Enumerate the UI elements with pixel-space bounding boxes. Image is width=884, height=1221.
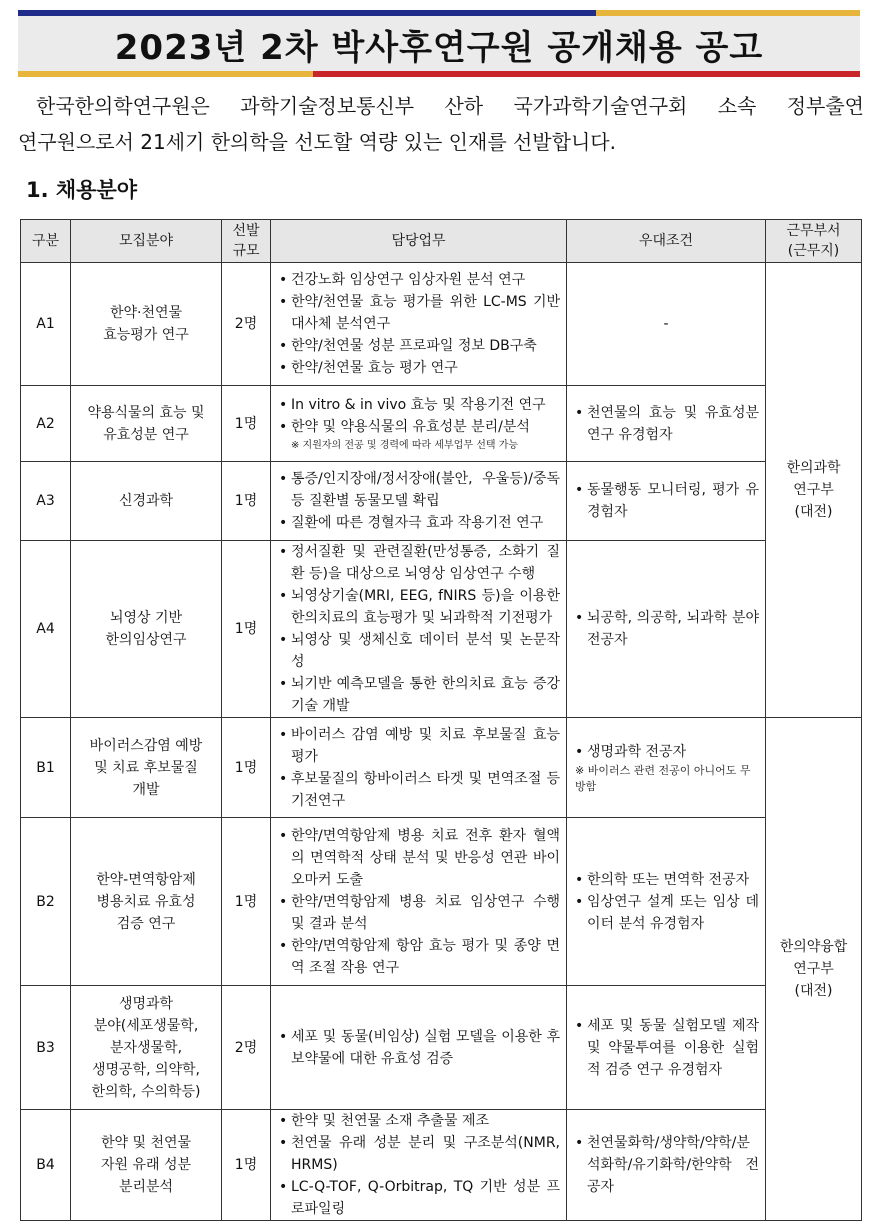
row-duties [271, 986, 567, 1110]
duty-item: • 한약/면역항암제 병용 치료 임상연구 수행 및 결과 분석 [277, 891, 560, 935]
row-field [71, 818, 222, 986]
row-field [71, 1110, 222, 1221]
duty-item: • 정서질환 및 관련질환(만성통증, 소화기 질환 등)을 대상으로 뇌영상 임상연구 수행 [277, 541, 560, 585]
table-row [21, 818, 862, 986]
field-line: 분리분석 [118, 1179, 174, 1195]
row-preference [567, 541, 766, 718]
table-body [21, 263, 862, 1221]
duty-item: • 한약 및 약용식물의 유효성분 분리/분석 [277, 416, 560, 438]
preference-list [573, 741, 759, 763]
field-line: 한약-면역항암제 [96, 871, 196, 888]
duty-item: • 뇌영상 및 생체신호 데이터 분석 및 논문작성 [277, 629, 560, 673]
row-field [71, 386, 222, 462]
field-line: 유효성분 연구 [103, 426, 189, 443]
row-field [71, 263, 222, 386]
duty-list [277, 1026, 560, 1070]
title-bottom-rule [18, 71, 860, 77]
row-duties [271, 386, 567, 462]
department-line: 한의약융합 [779, 939, 848, 955]
duty-item: • 한약/천연물 효능 평가를 위한 LC-MS 기반 대사체 분석연구 [277, 291, 560, 335]
row-duties [271, 818, 567, 986]
preference-note: ※ 바이러스 관련 전공이 아니어도 무방함 [575, 763, 751, 793]
title-banner [18, 16, 860, 72]
row-preference [567, 386, 766, 462]
duty-item: • 천연물 유래 성분 분리 및 구조분석(NMR, HRMS) [277, 1132, 560, 1176]
field-line: 생명공학, 의약학, [91, 1061, 201, 1078]
header-dept-line2: (근무지) [787, 243, 840, 259]
row-preference [567, 462, 766, 541]
duty-item: • 후보물질의 항바이러스 타겟 및 면역조절 등 기전연구 [277, 768, 560, 812]
table-row [21, 386, 862, 462]
row-duties [271, 718, 567, 818]
table-header-row [21, 220, 862, 263]
page-title: 2023년 2차 박사후연구원 공개채용 공고 [114, 27, 764, 68]
row-field [71, 986, 222, 1110]
field-line: 생명과학 [118, 995, 174, 1012]
field-line: 효능평가 연구 [103, 327, 189, 343]
field-line: 병용치료 유효성 [96, 893, 196, 910]
duty-list [277, 541, 560, 717]
field-line: 바이러스감염 예방 [89, 737, 203, 754]
preference-item: • 세포 및 동물 실험모델 제작 및 약물투여를 이용한 실험적 검증 연구 유경험자 [573, 1015, 759, 1081]
preference-none: - [663, 316, 669, 332]
duty-item: • 뇌기반 예측모델을 통한 한의치료 효능 증강기술 개발 [277, 673, 560, 717]
field-line: 한약·천연물 [109, 305, 183, 321]
row-preference [567, 818, 766, 986]
field-line: 한약 및 천연물 [100, 1135, 192, 1151]
row-code: B2 [21, 818, 71, 986]
preference-item: • 생명과학 전공자 [573, 741, 759, 763]
row-quota: 2명 [222, 263, 271, 386]
table-row [21, 718, 862, 818]
field-line: 분자생물학, [109, 1039, 183, 1056]
preference-item: • 임상연구 설계 또는 임상 데이터 분석 유경험자 [573, 891, 759, 935]
row-department [766, 718, 862, 1221]
duty-item: • 통증/인지장애/정서장애(불안, 우울등)/중독 등 질환별 동물모델 확립 [277, 468, 560, 512]
field-line: 분야(세포생물학, [93, 1017, 199, 1034]
duty-item: • 한약/면역항암제 병용 치료 전후 환자 혈액의 면역학적 상태 분석 및 반응성 연관 바이오마커 도출 [277, 825, 560, 891]
row-preference [567, 1110, 766, 1221]
row-quota: 2명 [222, 986, 271, 1110]
section-title: 1. 채용분야 [26, 178, 138, 202]
duty-item: • 세포 및 동물(비임상) 실험 모델을 이용한 후보약물에 대한 유효성 검증 [277, 1026, 560, 1070]
duty-item: • 건강노화 임상연구 임상자원 분석 연구 [277, 269, 560, 291]
table-row [21, 986, 862, 1110]
duty-list [277, 825, 560, 979]
row-quota: 1명 [222, 1110, 271, 1221]
duty-note: ※ 지원자의 전공 및 경력에 따라 세부업무 선택 가능 [291, 440, 519, 451]
header-quota-line1: 선발 [232, 223, 260, 239]
row-preference [567, 263, 766, 386]
field-line: 한의학, 수의학등) [91, 1083, 201, 1100]
row-code: B4 [21, 1110, 71, 1221]
department-line: (대전) [794, 983, 833, 999]
row-quota: 1명 [222, 718, 271, 818]
field-line: 및 치료 후보물질 [94, 759, 198, 776]
row-preference [567, 718, 766, 818]
department-line: (대전) [794, 504, 833, 520]
row-quota: 1명 [222, 386, 271, 462]
field-line: 뇌영상 기반 [109, 610, 183, 626]
row-duties [271, 541, 567, 718]
header-quota [222, 220, 271, 263]
header-department [766, 220, 862, 263]
row-quota: 1명 [222, 818, 271, 986]
table-row [21, 1110, 862, 1221]
row-duties [271, 263, 567, 386]
preference-list [573, 479, 759, 523]
table-row [21, 462, 862, 541]
row-code: B1 [21, 718, 71, 818]
duty-list [277, 269, 560, 379]
row-code: A3 [21, 462, 71, 541]
row-quota: 1명 [222, 541, 271, 718]
row-duties [271, 462, 567, 541]
preference-item: • 천연물의 효능 및 유효성분 연구 유경험자 [573, 402, 759, 446]
row-preference [567, 986, 766, 1110]
table-row [21, 263, 862, 386]
header-field: 모집분야 [71, 220, 222, 263]
row-code: A2 [21, 386, 71, 462]
department-line: 연구부 [793, 482, 834, 498]
intro-line-2: 연구원으로서 21세기 한의학을 선도할 역량 있는 인재를 선발합니다. [18, 130, 616, 154]
header-code: 구분 [21, 220, 71, 263]
duty-list [277, 394, 560, 438]
field-line: 약용식물의 효능 및 [87, 404, 205, 421]
recruitment-table [20, 219, 862, 1221]
preference-item: • 동물행동 모니터링, 평가 유경험자 [573, 479, 759, 523]
row-field [71, 718, 222, 818]
header-duties: 담당업무 [271, 220, 567, 263]
preference-list [573, 402, 759, 446]
department-line: 한의과학 [786, 460, 841, 476]
row-field [71, 541, 222, 718]
table-row [21, 541, 862, 718]
duty-item: • LC-Q-TOF, Q-Orbitrap, TQ 기반 성분 프로파일링 [277, 1176, 560, 1220]
duty-item: • 한약/천연물 효능 평가 연구 [277, 357, 560, 379]
preference-list [573, 869, 759, 935]
duty-list [277, 468, 560, 534]
duty-item: • 뇌영상기술(MRI, EEG, fNIRS 등)을 이용한 한의치료의 효능평가 및 뇌과학적 기전평가 [277, 585, 560, 629]
preference-list [573, 1132, 759, 1198]
row-code: B3 [21, 986, 71, 1110]
header-dept-line1: 근무부서 [786, 223, 841, 239]
row-field [71, 462, 222, 541]
preference-item: • 한의학 또는 면역학 전공자 [573, 869, 759, 891]
row-quota: 1명 [222, 462, 271, 541]
row-department [766, 263, 862, 718]
department-line: 연구부 [793, 961, 834, 977]
duty-list [277, 1110, 560, 1220]
row-code: A4 [21, 541, 71, 718]
row-duties [271, 1110, 567, 1221]
field-line: 검증 연구 [116, 915, 176, 932]
field-line: 자원 유래 성분 [100, 1157, 192, 1173]
field-line: 한의임상연구 [105, 632, 187, 648]
duty-item: • 바이러스 감염 예방 및 치료 후보물질 효능평가 [277, 724, 560, 768]
duty-item: • 한약/면역항암제 항암 효능 평가 및 종양 면역 조절 작용 연구 [277, 935, 560, 979]
duty-item: • In vitro & in vivo 효능 및 작용기전 연구 [277, 394, 560, 416]
field-line: 개발 [132, 781, 160, 798]
preference-item: • 천연물화학/생약학/약학/분석화학/유기화학/한약학 전공자 [573, 1132, 759, 1198]
intro-line-1: 한국한의학연구원은 과학기술정보통신부 산하 국가과학기술연구회 소속 정부출연 [36, 94, 864, 118]
preference-list [573, 1015, 759, 1081]
preference-list [573, 607, 759, 651]
duty-list [277, 724, 560, 812]
duty-item: • 질환에 따른 경혈자극 효과 작용기전 연구 [277, 512, 560, 534]
header-preference: 우대조건 [567, 220, 766, 263]
duty-item: • 한약/천연물 성분 프로파일 정보 DB구축 [277, 335, 560, 357]
intro-paragraph [18, 88, 864, 160]
field-line: 신경과학 [118, 493, 174, 509]
row-code: A1 [21, 263, 71, 386]
preference-item: • 뇌공학, 의공학, 뇌과학 분야 전공자 [573, 607, 759, 651]
duty-item: • 한약 및 천연물 소재 추출물 제조 [277, 1110, 560, 1132]
header-quota-line2: 규모 [232, 243, 260, 259]
